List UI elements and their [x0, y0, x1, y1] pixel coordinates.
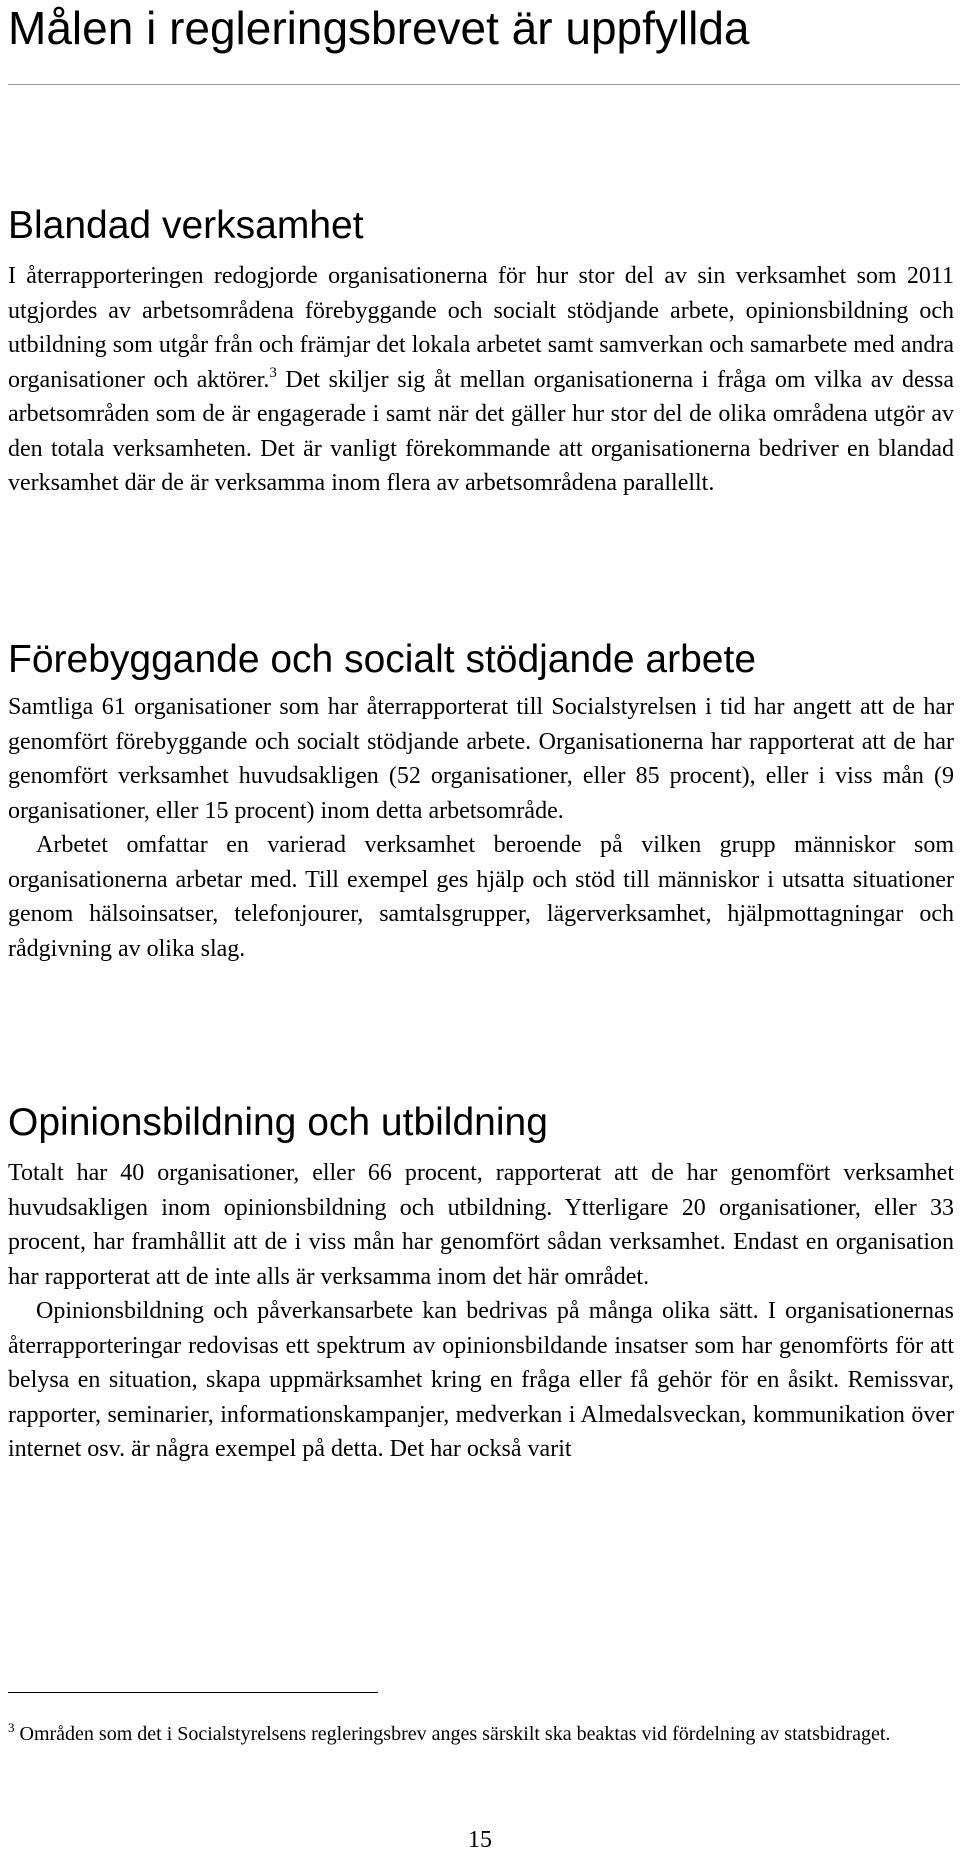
section-opinionsbildning — [8, 1099, 954, 1467]
footnote-text: Områden som det i Socialstyrelsens regleringsbrev anges särskilt ska beaktas vid fördelning av statsbidraget. — [14, 1723, 891, 1745]
section-forebyggande-arbete — [8, 636, 954, 966]
paragraph: Totalt har 40 organisationer, eller 66 procent, rapporterat att de har genomfört verksamhet huvudsakligen inom opinionsbildning och utbildning. Ytterligare 20 organisationer, eller 33 procent, har framhållit att de i viss mån har genomfört sådan verksamhet. Endast en organisation har rapporterat att de inte alls är verksamma inom det här området. — [8, 1160, 954, 1290]
page-number: 15 — [468, 1827, 492, 1853]
section-blandad-verksamhet — [8, 202, 954, 501]
paragraph-text: I återrapporteringen redogjorde organisationerna för hur stor del av sin verksamhet som 2011 utgjordes av arbetsområdena förebyggande och socialt stödjande arbete, opinionsbildning och utbildning som utgår från och främjar det lokala arbetet samt samverkan och samarbete med andra organisationer och aktörer. — [8, 263, 954, 393]
page-title: Målen i regleringsbrevet är uppfyllda — [8, 2, 750, 54]
paragraph — [8, 259, 954, 501]
section-heading: Opinionsbildning och utbildning — [8, 1101, 548, 1144]
section-heading: Blandad verksamhet — [8, 204, 364, 247]
footnote — [8, 1720, 954, 1749]
title-divider — [8, 84, 960, 85]
paragraph: Samtliga 61 organisationer som har återrapporterat till Socialstyrelsen i tid har angett att de har genomfört förebyggande och socialt stödjande arbete. Organisationerna har rapporterat att de har genomfört verksamhet huvudsakligen (52 organisationer, eller 85 procent), eller i viss mån (9 organisationer, eller 15 procent) inom detta arbetsområde. — [8, 694, 954, 824]
footnote-reference[interactable]: 3 — [269, 364, 277, 381]
paragraph-text: Det skiljer sig åt mellan organisationerna i fråga om vilka av dessa arbetsområden som de är engagerade i samt när det gäller hur stor del de olika områdena utgör av den totala verksamheten. Det är vanligt förekommande att organisationerna bedriver en blandad verksamhet där de är verksamma inom flera av arbetsområdena parallellt. — [8, 366, 954, 496]
paragraph: Arbetet omfattar en varierad verksamhet beroende på vilken grupp människor som organisationerna arbetar med. Till exempel ges hjälp och stöd till människor i utsatta situationer genom hälsoinsatser, telefonjourer, samtalsgrupper, lägerverksamhet, hjälpmottagningar och rådgivning av olika slag. — [8, 832, 954, 962]
footnote-divider — [8, 1692, 378, 1693]
footnote-number: 3 — [8, 1720, 15, 1735]
section-heading: Förebyggande och socialt stödjande arbete — [8, 638, 757, 681]
paragraph: Opinionsbildning och påverkansarbete kan bedrivas på många olika sätt. I organisationernas återrapporteringar redovisas ett spektrum av opinionsbildande insatser som har genomförts för att belysa en situation, skapa uppmärksamhet kring en fråga eller få gehör för en åsikt. Remissvar, rapporter, seminarier, informationskampanjer, medverkan i Almedalsveckan, kommunikation över internet osv. är några exempel på detta. Det har också varit — [8, 1298, 954, 1462]
